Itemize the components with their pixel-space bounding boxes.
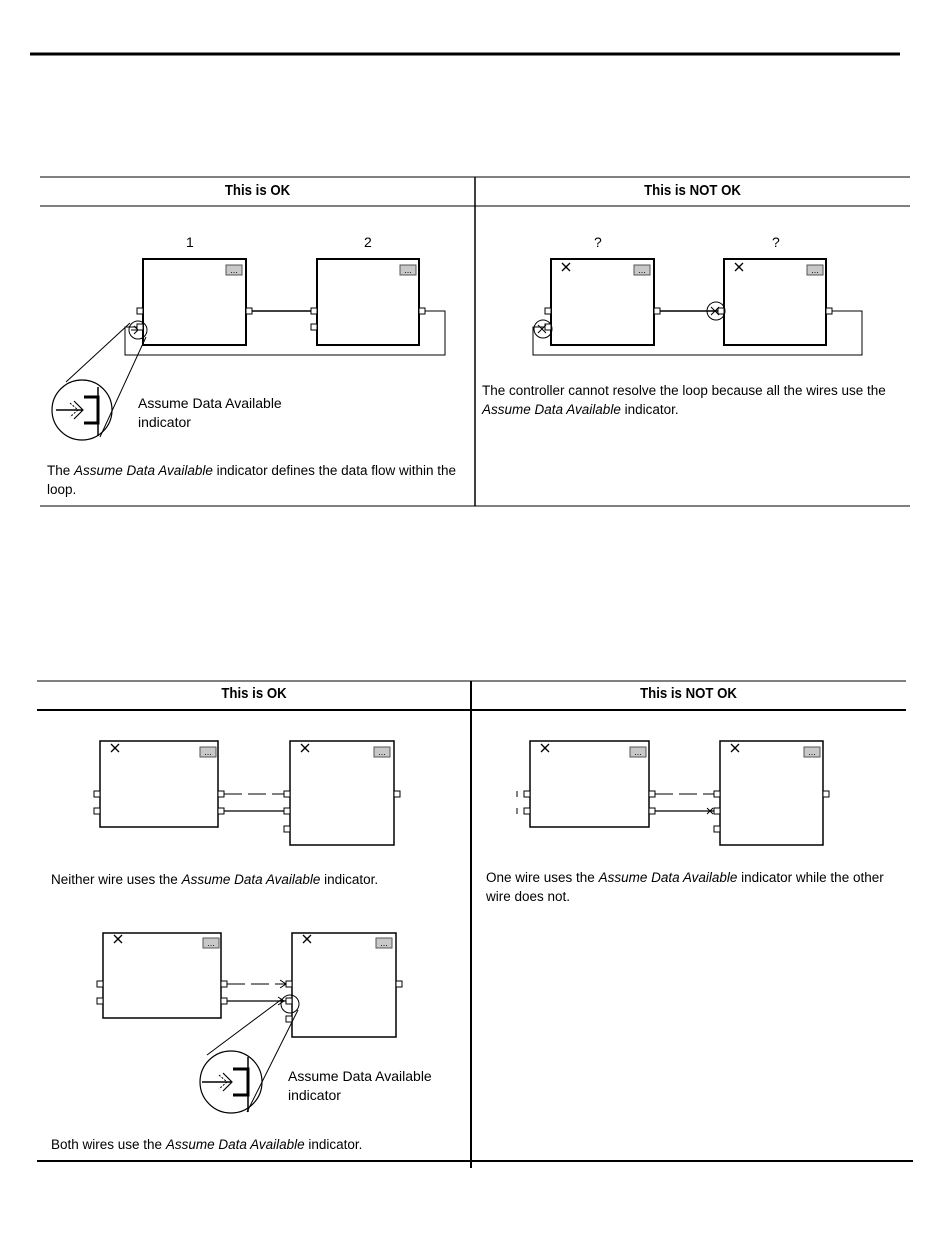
page-graphics: ...	[0, 0, 950, 1260]
block-label-2: 2	[364, 234, 372, 250]
table2-header-not-ok: This is NOT OK	[640, 685, 737, 702]
table1-callout-label: Assume Data Available indicator	[138, 395, 282, 430]
table2-ok-caption-1: Neither wire uses the Assume Data Available indicator.	[51, 872, 379, 887]
table2-ok-diagram-1	[94, 741, 400, 845]
table2-not-ok-diagram	[517, 741, 829, 845]
table1-header-ok: This is OK	[224, 182, 291, 199]
table2-callout-label: Assume Data Available indicator	[288, 1068, 432, 1103]
table1-frame	[40, 177, 910, 506]
table1-ok-caption: The Assume Data Available indicator defines the data flow within the loop.	[47, 463, 456, 497]
block-label-unknown-2: ?	[772, 234, 780, 250]
table1-not-ok-caption: The controller cannot resolve the loop because all the wires use the Assume Data Available indicator.	[482, 383, 886, 417]
block-label-1: 1	[186, 234, 194, 250]
block-label-unknown-1: ?	[594, 234, 602, 250]
table2-frame	[37, 681, 913, 1168]
table2-header-ok: This is OK	[221, 685, 287, 702]
table1-not-ok-diagram	[533, 259, 862, 355]
table1-header-not-ok: This is NOT OK	[644, 182, 741, 199]
table2-ok-caption-2: Both wires use the Assume Data Available indicator.	[51, 1137, 363, 1152]
table2-not-ok-caption: One wire uses the Assume Data Available indicator while the other wire does not.	[486, 870, 884, 904]
